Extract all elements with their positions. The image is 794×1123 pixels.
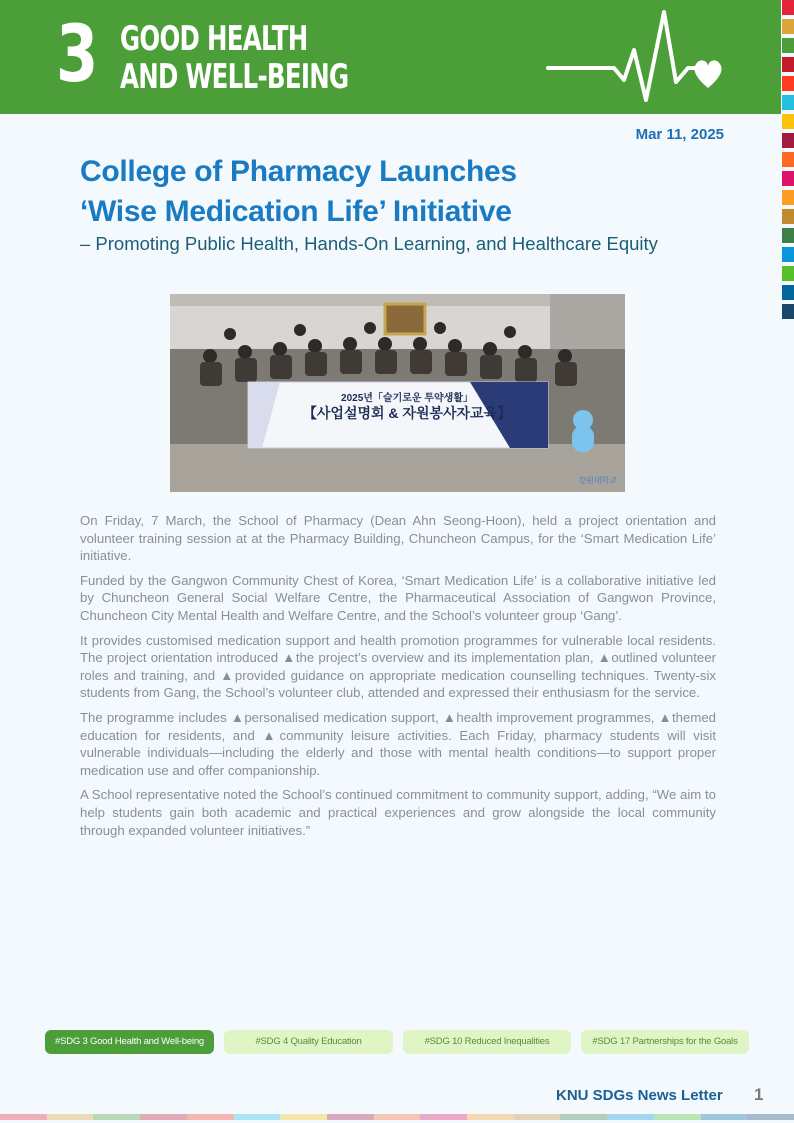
- bottom-color-block: [374, 1114, 421, 1120]
- bottom-color-block: [607, 1114, 654, 1120]
- sdg-color-block: [782, 247, 794, 262]
- bottom-color-block: [654, 1114, 701, 1120]
- tag-sdg-17[interactable]: #SDG 17 Partnerships for the Goals: [581, 1030, 749, 1054]
- sdg-color-block: [782, 95, 794, 110]
- bottom-color-block: [420, 1114, 467, 1120]
- sdg-color-block: [782, 209, 794, 224]
- sdg-color-block: [782, 171, 794, 186]
- bottom-color-block: [140, 1114, 187, 1120]
- bottom-color-block: [514, 1114, 561, 1120]
- sdg-color-block: [782, 57, 794, 72]
- tag-sdg-3[interactable]: #SDG 3 Good Health and Well-being: [45, 1030, 214, 1054]
- sdg-color-block: [782, 228, 794, 243]
- banner-line1: 2025년「슬기로운 투약생활」: [341, 393, 473, 404]
- tag-sdg-4[interactable]: #SDG 4 Quality Education: [224, 1030, 393, 1054]
- sdg-color-block: [782, 266, 794, 281]
- sdg-color-block: [782, 190, 794, 205]
- article-title-line2: ‘Wise Medication Life’ Initiative: [80, 195, 512, 228]
- sdg-title: [120, 20, 348, 96]
- bottom-color-block: [187, 1114, 234, 1120]
- bottom-color-block: [93, 1114, 140, 1120]
- sdg-color-block: [782, 152, 794, 167]
- banner-line2: 【사업설명회 & 자원봉사자교육】: [302, 405, 512, 421]
- paragraph-2: Funded by the Gangwon Community Chest of Korea, ‘Smart Medication Life’ is a collaborative initiative led by Chuncheon General Social Welfare Centre, the Pharmaceutical Association of Gangwon Province, Chuncheon City Mental Health and Welfare Centre, and the School’s volunteer group ‘Gang’.: [80, 572, 716, 623]
- tag-sdg-10[interactable]: #SDG 10 Reduced Inequalities: [403, 1030, 571, 1054]
- paragraph-1: On Friday, 7 March, the School of Pharmacy (Dean Ahn Seong-Hoon), held a project orientation and volunteer training session at at the Pharmacy Building, Chuncheon Campus, for the ‘Smart Medication Life’ initiative.: [80, 513, 716, 564]
- event-photo: [170, 294, 625, 492]
- page-number: 1: [754, 1085, 764, 1104]
- sdg-number: 3: [56, 10, 99, 100]
- sdg-title-line2: AND WELL-BEING: [120, 57, 349, 97]
- sdg-color-block: [782, 133, 794, 148]
- sdg-color-block: [782, 76, 794, 91]
- bottom-color-block: [327, 1114, 374, 1120]
- article-body: [80, 512, 716, 846]
- bottom-color-strip: [0, 1114, 794, 1120]
- bottom-color-block: [747, 1114, 794, 1120]
- article-title: [80, 152, 517, 232]
- paragraph-4: The programme includes ▲personalised medication support, ▲health improvement programmes, ▲themed education for residents, and ▲community leisure activities. Each Friday, pharmacy students will visit vulnerable individuals—including the elderly and those with mental health conditions—to support proper medication use and offer companionship.: [80, 709, 716, 778]
- sdg-color-strip: [782, 0, 794, 326]
- paragraph-3: It provides customised medication support and health promotion programmes for vulnerable local residents. The project orientation introduced ▲the project’s overview and its implementation plan, ▲outlined volunteer roles and training, and ▲provided guidance on appropriate medication counselling techniques. Twenty-six students from Gang, the School’s volunteer club, attended and expressed their enthusiasm for the service.: [80, 632, 716, 701]
- bottom-color-block: [280, 1114, 327, 1120]
- newsletter-name: KNU SDGs News Letter: [556, 1087, 723, 1104]
- university-logo-text: 강원대학교: [578, 476, 617, 485]
- sdg-color-block: [782, 285, 794, 300]
- article-date: Mar 11, 2025: [635, 126, 724, 143]
- bottom-color-block: [701, 1114, 748, 1120]
- bottom-color-block: [467, 1114, 514, 1120]
- sdg-header-banner: [0, 0, 781, 114]
- article-subtitle: – Promoting Public Health, Hands-On Learning, and Healthcare Equity: [80, 233, 658, 254]
- sdg-color-block: [782, 0, 794, 15]
- sdg-color-block: [782, 19, 794, 34]
- article-title-line1: College of Pharmacy Launches: [80, 155, 517, 188]
- sdg-color-block: [782, 114, 794, 129]
- paragraph-5: A School representative noted the School’s continued commitment to community support, adding, “We aim to help students gain both academic and practical experiences and grow alongside the local community through expanded volunteer initiatives.”: [80, 787, 716, 838]
- heartbeat-heart-icon: [546, 8, 728, 106]
- bottom-color-block: [560, 1114, 607, 1120]
- bottom-color-block: [234, 1114, 281, 1120]
- sdg-color-block: [782, 304, 794, 319]
- sdg-tags: [45, 1030, 750, 1054]
- sdg-color-block: [782, 38, 794, 53]
- bottom-color-block: [0, 1114, 47, 1120]
- sdg-title-line1: GOOD HEALTH: [120, 19, 308, 59]
- bottom-color-block: [47, 1114, 94, 1120]
